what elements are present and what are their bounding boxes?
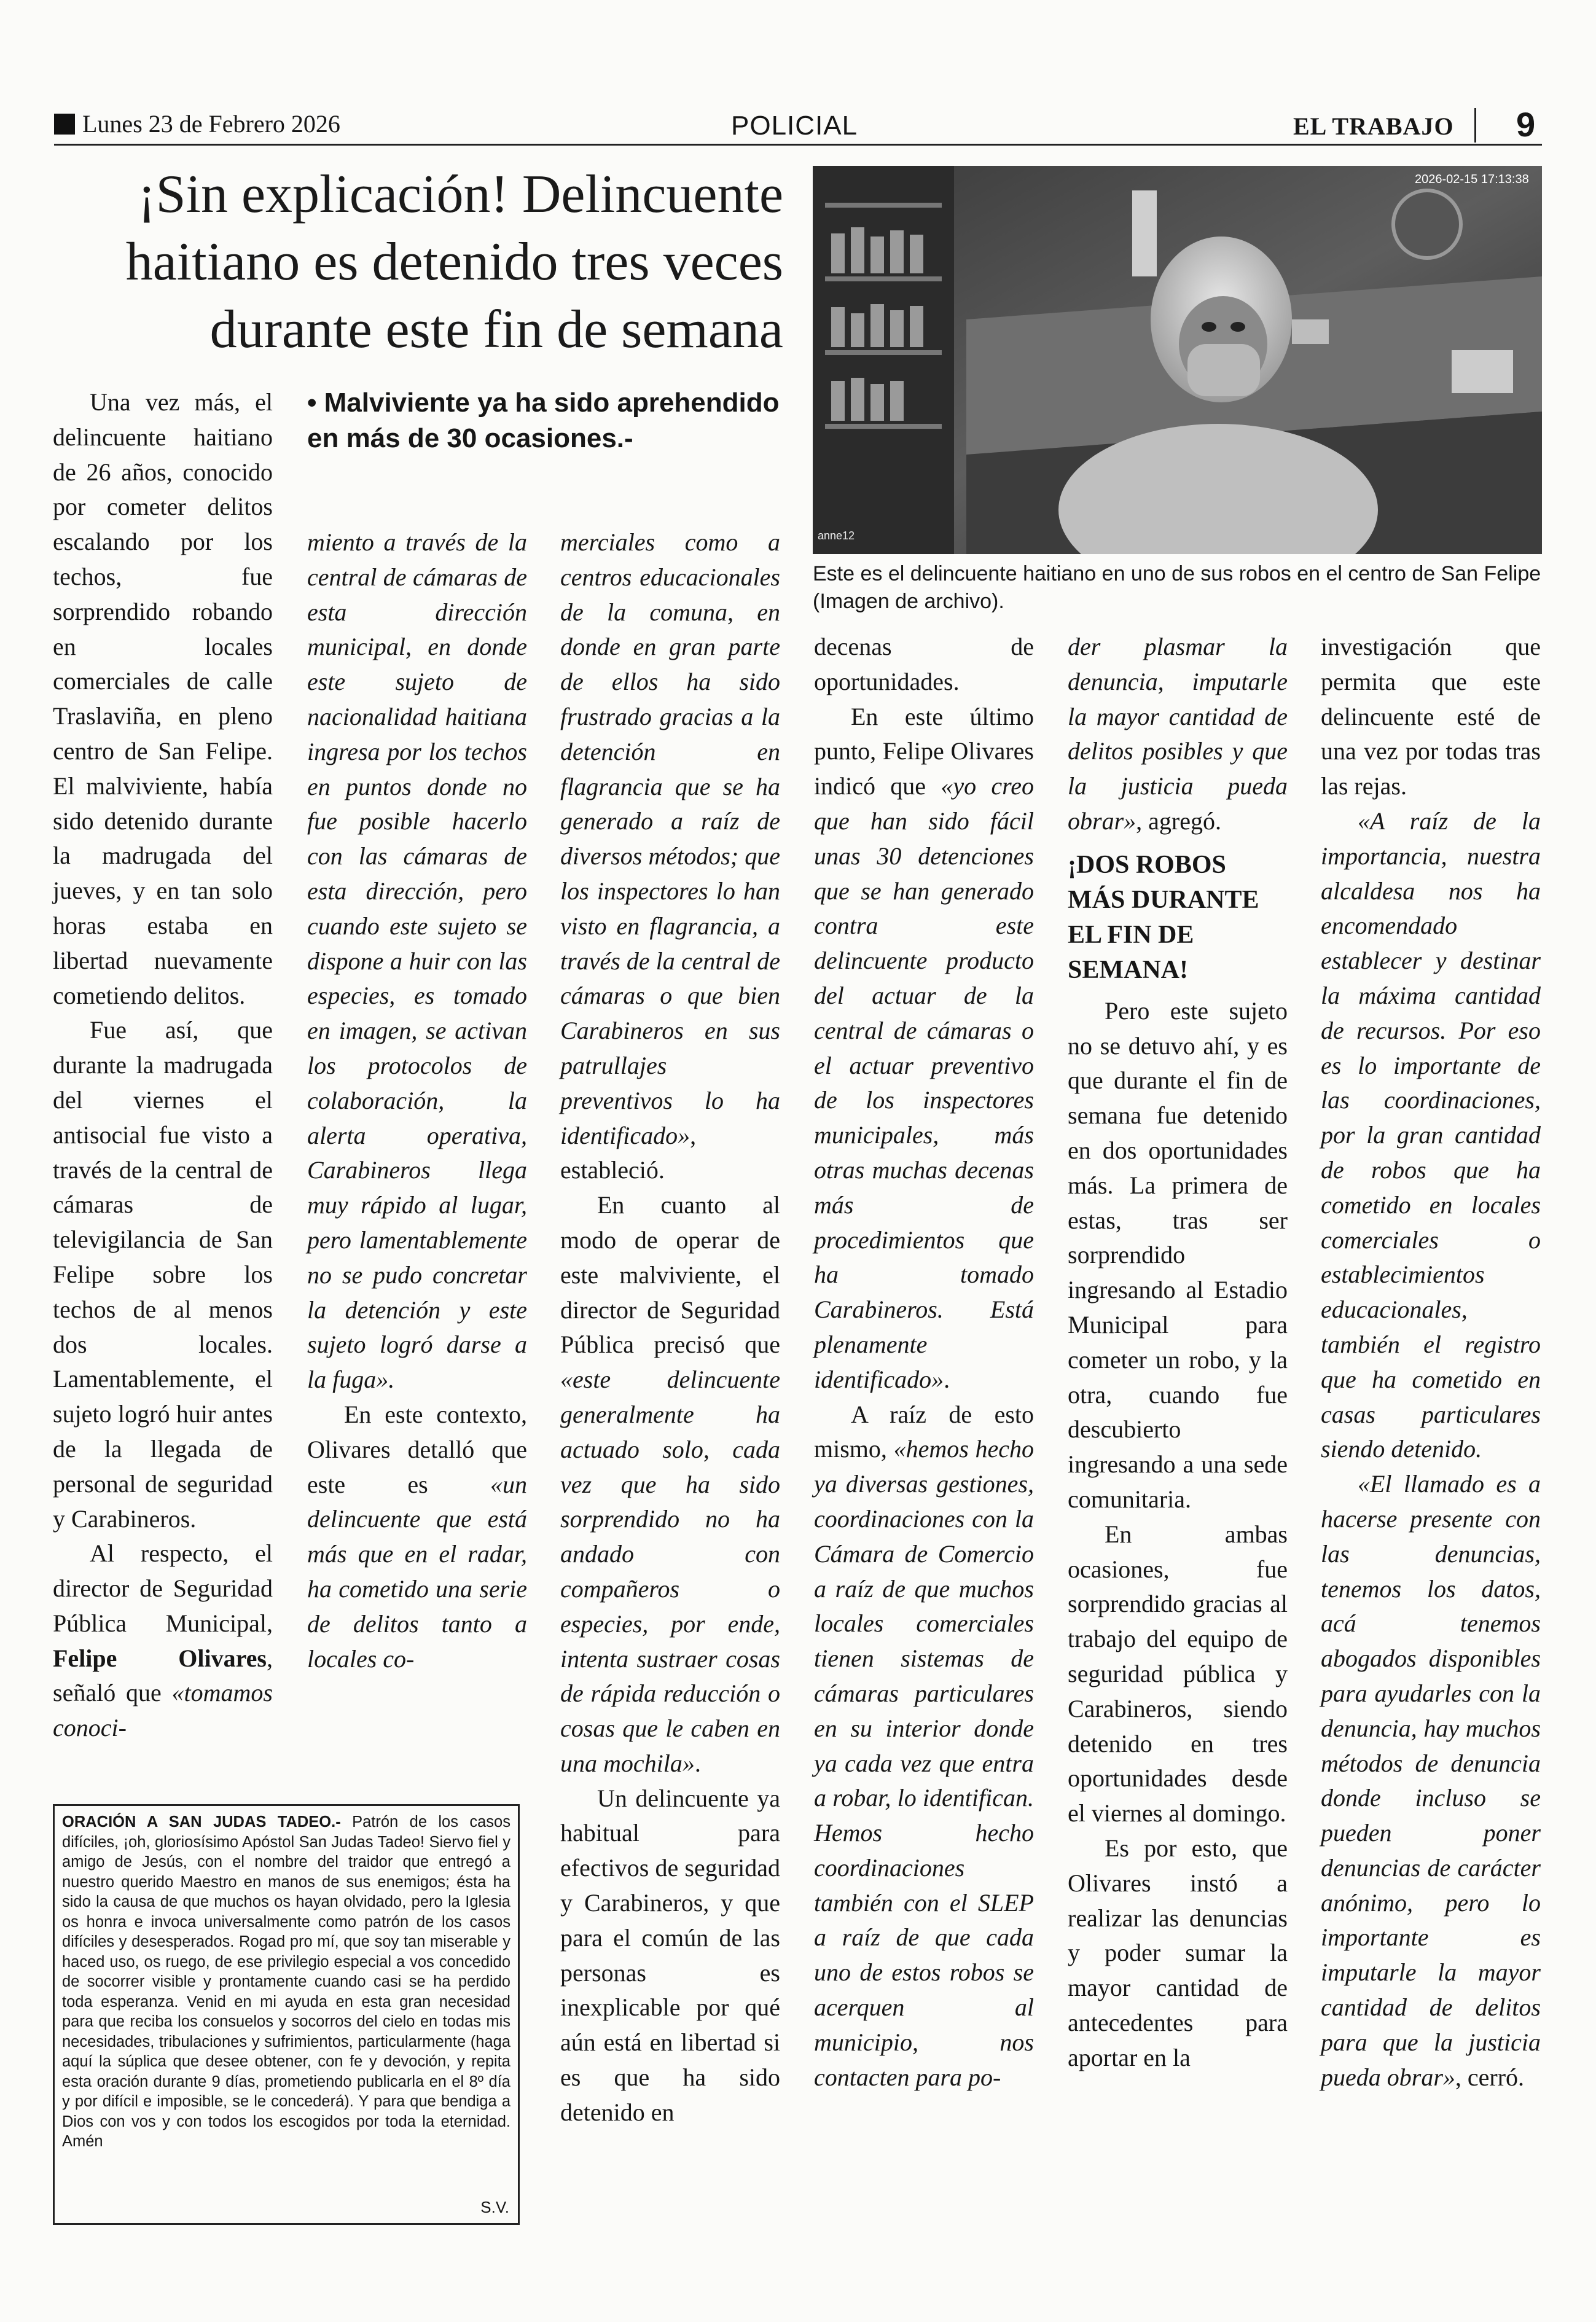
paragraph-text: En este último punto, Felipe Olivares indicó que (814, 702, 1034, 800)
article-column-2 (307, 525, 527, 1676)
quote-text: der plasmar la denuncia, imputarle la mayor cantidad de delitos posibles y que la justicia pueda obrar» (1068, 633, 1288, 835)
paragraph: decenas de oportunidades. (814, 633, 1034, 695)
quote-text: «este delincuente generalmente ha actuado solo, cada vez que ha sido sorprendido no ha andado con compañeros o especies, por ende, intenta sustraer cosas de rápida reducción o cosas que le caben en una mochila» (560, 1366, 780, 1777)
quote-text: «yo creo que han sido fácil unas 30 detenciones que se han generado contra este delincuente producto del actuar de la central de cámaras o el actuar preventivo de los inspectores municipales, más otras muchas decenas más de procedimientos que ha tomado Carabineros. Está plenamente identificado» (814, 772, 1035, 1393)
quote-paragraph (560, 525, 780, 1188)
headline-line: durante este fin de semana (209, 300, 783, 359)
paragraph (560, 1188, 780, 1781)
article-column-5 (1068, 630, 1288, 2075)
paragraph-text: , señaló que (53, 1644, 273, 1707)
person-name: Felipe Olivares (53, 1644, 267, 1672)
article-column-4 (814, 630, 1034, 2095)
issue-date-text: Lunes 23 de Febrero 2026 (82, 110, 340, 138)
section-subhead: ¡DOS ROBOS MÁS DURANTE EL FIN DE SEMANA! (1068, 850, 1259, 984)
paragraph: Una vez más, el delincuente haitiano de 26 años, conocido por cometer delitos escalando por los techos, fue sorprendido robando en locales comerciales de calle Traslaviña, en pleno centro de San Felipe. El malviviente, había sido detenido durante la madrugada del jueves, y en tan solo horas estaba en libertad nuevamente cometiendo delitos. (53, 388, 273, 1009)
prayer-notice (53, 1804, 520, 2225)
photo-caption: Este es el delincuente haitiano en uno de sus robos en el centro de San Felipe (Imagen de archivo). (813, 562, 1541, 613)
paragraph-text: , estableció. (560, 1121, 697, 1184)
quote-text: «tomamos conoci- (53, 1679, 273, 1742)
article-column-6 (1321, 630, 1541, 2095)
paragraph-text: , cerró. (1455, 2063, 1525, 2091)
paragraph: Pero este sujeto no se detuvo ahí, y es que durante el fin de semana fue detenido en dos oportunidades más. La primera de estas, tras ser sorprendido ingresando al Estadio Municipal para cometer un robo, y la otra, cuando fue descubierto ingresando a una sede comunitaria. (1068, 996, 1288, 1513)
quote-text: «El llamado es a hacerse presente con las denuncias, tenemos los datos, acá tenemos abogados disponibles para ayudarles con la denuncia, hay muchos métodos de denuncia donde incluso se pueden poner denuncias de carácter anónimo, pero lo importante es imputarle la mayor cantidad de delitos para que la justicia pueda obrar» (1321, 1470, 1541, 2091)
subheadline-bullet: • Malviviente ya ha sido aprehendido en más de 30 ocasiones.- (307, 388, 780, 453)
prayer-title: ORACIÓN A SAN JUDAS TADEO.- (62, 1813, 341, 1831)
paragraph: Fue así, que durante la madrugada del viernes el antisocial fue visto a través de la central de cámaras de televigilancia de San Felipe sobre los techos de al menos dos locales. Lamentablemente, el sujeto logró huir antes de la llegada de personal de seguridad y Carabineros. (53, 1016, 273, 1533)
section-name: POLICIAL (731, 111, 858, 141)
paragraph-text: , agregó. (1136, 807, 1221, 835)
article-column-1 (53, 385, 273, 1746)
paragraph: investigación que permita que este delincuente esté de una vez por todas tras las rejas. (1321, 633, 1541, 800)
paragraph (814, 1398, 1034, 2095)
square-bullet-icon (54, 114, 75, 135)
headline-line: haitiano es detenido tres veces (125, 232, 783, 292)
paragraph-text: . (944, 1365, 950, 1393)
prayer-signature: S.V. (480, 2197, 509, 2216)
header-divider (1474, 108, 1476, 143)
cctv-watermark: anne12 (818, 530, 855, 542)
quote-paragraph: «A raíz de la importancia, nuestra alcaldesa nos ha encomendado establecer y destinar la máxima cantidad de recursos. Por eso es lo importante de las coordinaciones, por la gran cantidad de robos que ha cometido en locales comerciales o establecimientos educacionales, también el registro que ha cometido en casas particulares siendo detenido. (1321, 807, 1541, 1463)
newspaper-name: EL TRABAJO (1293, 112, 1454, 140)
quote-paragraph (1321, 1467, 1541, 2095)
paragraph (307, 1398, 527, 1676)
quote-text: «hemos hecho ya diversas gestiones, coordinaciones con la Cámara de Comercio a raíz de que muchos locales comerciales tienen sistemas de cámaras particulares en su interior donde ya cada vez que entra a robar, lo identifican. Hemos hecho coordinaciones también con el SLEP a raíz de que cada uno de estos robos se acerquen al municipio, nos contacten para po- (814, 1435, 1034, 2091)
cctv-timestamp: 2026-02-15 17:13:38 (1415, 173, 1529, 186)
quote-paragraph (1068, 630, 1288, 839)
paragraph-text: A raíz de esto mismo, (814, 1400, 1034, 1463)
paragraph: Un delincuente ya habitual para efectivos de seguridad y Carabineros, y que para el común de las personas es inexplicable por qué aún está en libertad si es que ha sido detenido en (560, 1784, 780, 2126)
quote-text: «un delincuente que está más que en el radar, ha cometido una serie de delitos tanto a locales co- (307, 1470, 527, 1673)
quote-paragraph: miento a través de la central de cámaras de esta dirección municipal, en donde este sujeto de nacionalidad haitiana ingresa por los techos en puntos donde no fue posible hacerlo con las cámaras de esta dirección, pero cuando este sujeto se dispone a huir con las especies, es tomado en imagen, se activan los protocolos de colaboración, la alerta operativa, Carabineros llega muy rápido al lugar, pero lamentablemente no se pudo concretar la detención y este sujeto logró darse a la fuga». (307, 528, 527, 1394)
paragraph-text: Al respecto, el director de Seguridad Pública Municipal, (53, 1539, 273, 1637)
paragraph-text: En cuanto al modo de operar de este malviviente, el director de Seguridad Pública precisó que (560, 1191, 780, 1359)
article-column-3 (560, 525, 780, 2130)
quote-text: merciales como a centros educacionales de la comuna, en donde en gran parte de ellos ha sido frustrado gracias a la detención en flagrancia que se ha generado a raíz de diversos métodos; que los inspectores lo han visto en flagrancia, a través de la central de cámaras o que bien Carabineros en sus patrullajes preventivos lo ha identificado» (560, 528, 780, 1149)
paragraph: Es por esto, que Olivares instó a realizar las denuncias y poder sumar la mayor cantidad de antecedentes para aportar en la (1068, 1834, 1288, 2071)
paragraph: En ambas ocasiones, fue sorprendido gracias al trabajo del equipo de seguridad pública y Carabineros, siendo detenido en tres oportunidades desde el viernes al domingo. (1068, 1520, 1288, 1828)
paragraph-text: En este contexto, Olivares detalló que este es (307, 1400, 527, 1498)
cctv-photo (813, 166, 1542, 554)
paragraph (814, 700, 1034, 1398)
paragraph (53, 1536, 273, 1746)
issue-date (54, 109, 340, 138)
page-number: 9 (1516, 105, 1536, 144)
headline (92, 161, 783, 364)
headline-line: ¡Sin explicación! Delincuente (138, 165, 783, 224)
header-rule (54, 144, 1542, 146)
prayer-text: Patrón de los casos difíciles, ¡oh, gloriosísimo Apóstol San Judas Tadeo! Siervo fiel y amigo de Jesús, con el nombre del traidor que entregó a nuestro querido Maestro en manos de sus enemigos; ésta ha sido la causa de que muchos os hayan olvidado, pero la Iglesia os honra e invoca universalmente como patrón de los casos difíciles y desesperados. Rogad pro mí, que soy tan miserable y haced uso, os ruego, de ese privilegio especial a vos concedido de socorrer visible y prontamente cuando casi se ha perdido toda esperanza. Venid en mi ayuda en esta gran necesidad para que reciba los consuelos y socorros del cielo en todas mis necesidades, tribulaciones y sufrimientos, particularmente (haga aquí la súplica que desee obtener, con fe y devoción, y repita esta oración durante 9 días, prometiendo publicarla en el 8º día y por difícil e imposible, se le concederá). Y para que bendiga a Dios con vos y con todos los escogidos por toda la eternidad. Amén (62, 1813, 510, 2150)
paragraph-text: . (694, 1749, 701, 1777)
